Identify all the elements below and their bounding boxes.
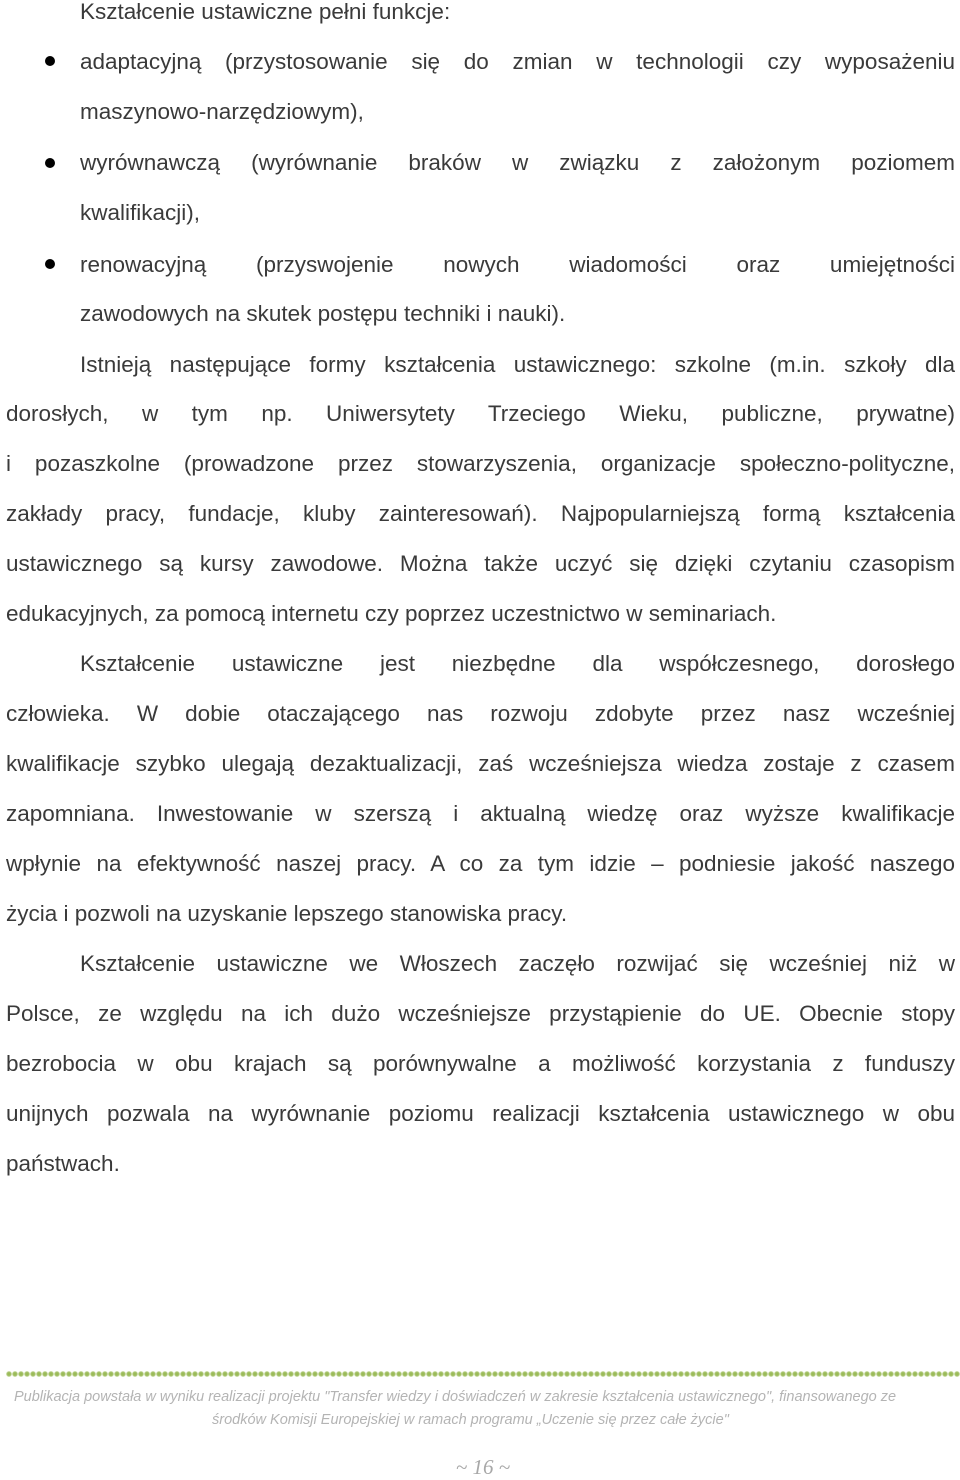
list-item-line: zawodowych na skutek postępu techniki i nauki). (80, 301, 566, 326)
document-page (6, 0, 955, 1479)
list-item-line: wyrównawczą (wyrównanie braków w związku z założonym poziomem (80, 150, 955, 175)
paragraph-line: Istnieją następujące formy kształcenia ustawicznego: szkolne (m.in. szkoły dla (80, 352, 955, 377)
paragraph-line: unijnych pozwala na wyrównanie poziomu realizacji kształcenia ustawicznego w obu (6, 1101, 955, 1126)
paragraph-line: Kształcenie ustawiczne we Włoszech zaczęło rozwijać się wcześniej niż w (80, 951, 955, 976)
paragraph-line: wpłynie na efektywność naszej pracy. A co za tym idzie – podniesie jakość naszego (6, 851, 955, 876)
paragraph-line: zakłady pracy, fundacje, kluby zainteresowań). Najpopularniejszą formą kształcenia (6, 501, 955, 526)
paragraph-line: i pozaszkolne (prowadzone przez stowarzyszenia, organizacje społeczno-polityczne, (6, 451, 955, 476)
paragraph-line: Polsce, ze względu na ich dużo wcześniejsze przystąpienie do UE. Obecnie stopy (6, 1001, 955, 1026)
list-item-line: renowacyjną (przyswojenie nowych wiadomości oraz umiejętności (80, 252, 955, 277)
intro-text: Kształcenie ustawiczne pełni funkcje: (80, 0, 451, 24)
footer-divider (6, 1371, 960, 1377)
paragraph-line: kwalifikacje szybko ulegają dezaktualizacji, zaś wcześniejsza wiedza zostaje z czasem (6, 751, 955, 776)
list-item-line: maszynowo-narzędziowym), (80, 99, 364, 124)
paragraph-line: edukacyjnych, za pomocą internetu czy poprzez uczestnictwo w seminariach. (6, 601, 777, 626)
paragraph-line: człowieka. W dobie otaczającego nas rozwoju zdobyte przez nasz wcześniej (6, 701, 955, 726)
paragraph-line: bezrobocia w obu krajach są porównywalne a możliwość korzystania z funduszy (6, 1051, 955, 1076)
paragraph-line: ustawicznego są kursy zawodowe. Można także uczyć się dzięki czytaniu czasopism (6, 551, 955, 576)
bullet-icon (45, 158, 55, 168)
paragraph-line: dorosłych, w tym np. Uniwersytety Trzeciego Wieku, publiczne, prywatne) (6, 401, 955, 426)
bullet-icon (45, 56, 55, 66)
footer-text: Publikacja powstała w wyniku realizacji projektu "Transfer wiedzy i doświadczeń w zakresie kształcenia ustawicznego", finansowanego ze (14, 1389, 897, 1405)
page-number: ~ 16 ~ (455, 1455, 511, 1479)
footer-text: środków Komisji Europejskiej w ramach programu „Uczenie się przez całe życie" (212, 1412, 729, 1428)
paragraph-line: Kształcenie ustawiczne jest niezbędne dla współczesnego, dorosłego (80, 651, 955, 676)
list-item-line: adaptacyjną (przystosowanie się do zmian w technologii czy wyposażeniu (80, 49, 955, 74)
paragraph-line: państwach. (6, 1151, 120, 1176)
paragraph-line: zapomniana. Inwestowanie w szerszą i aktualną wiedzę oraz wyższe kwalifikacje (6, 801, 955, 826)
paragraph-line: życia i pozwoli na uzyskanie lepszego stanowiska pracy. (6, 901, 568, 926)
list-item-line: kwalifikacji), (80, 200, 201, 225)
bullet-icon (45, 259, 55, 269)
